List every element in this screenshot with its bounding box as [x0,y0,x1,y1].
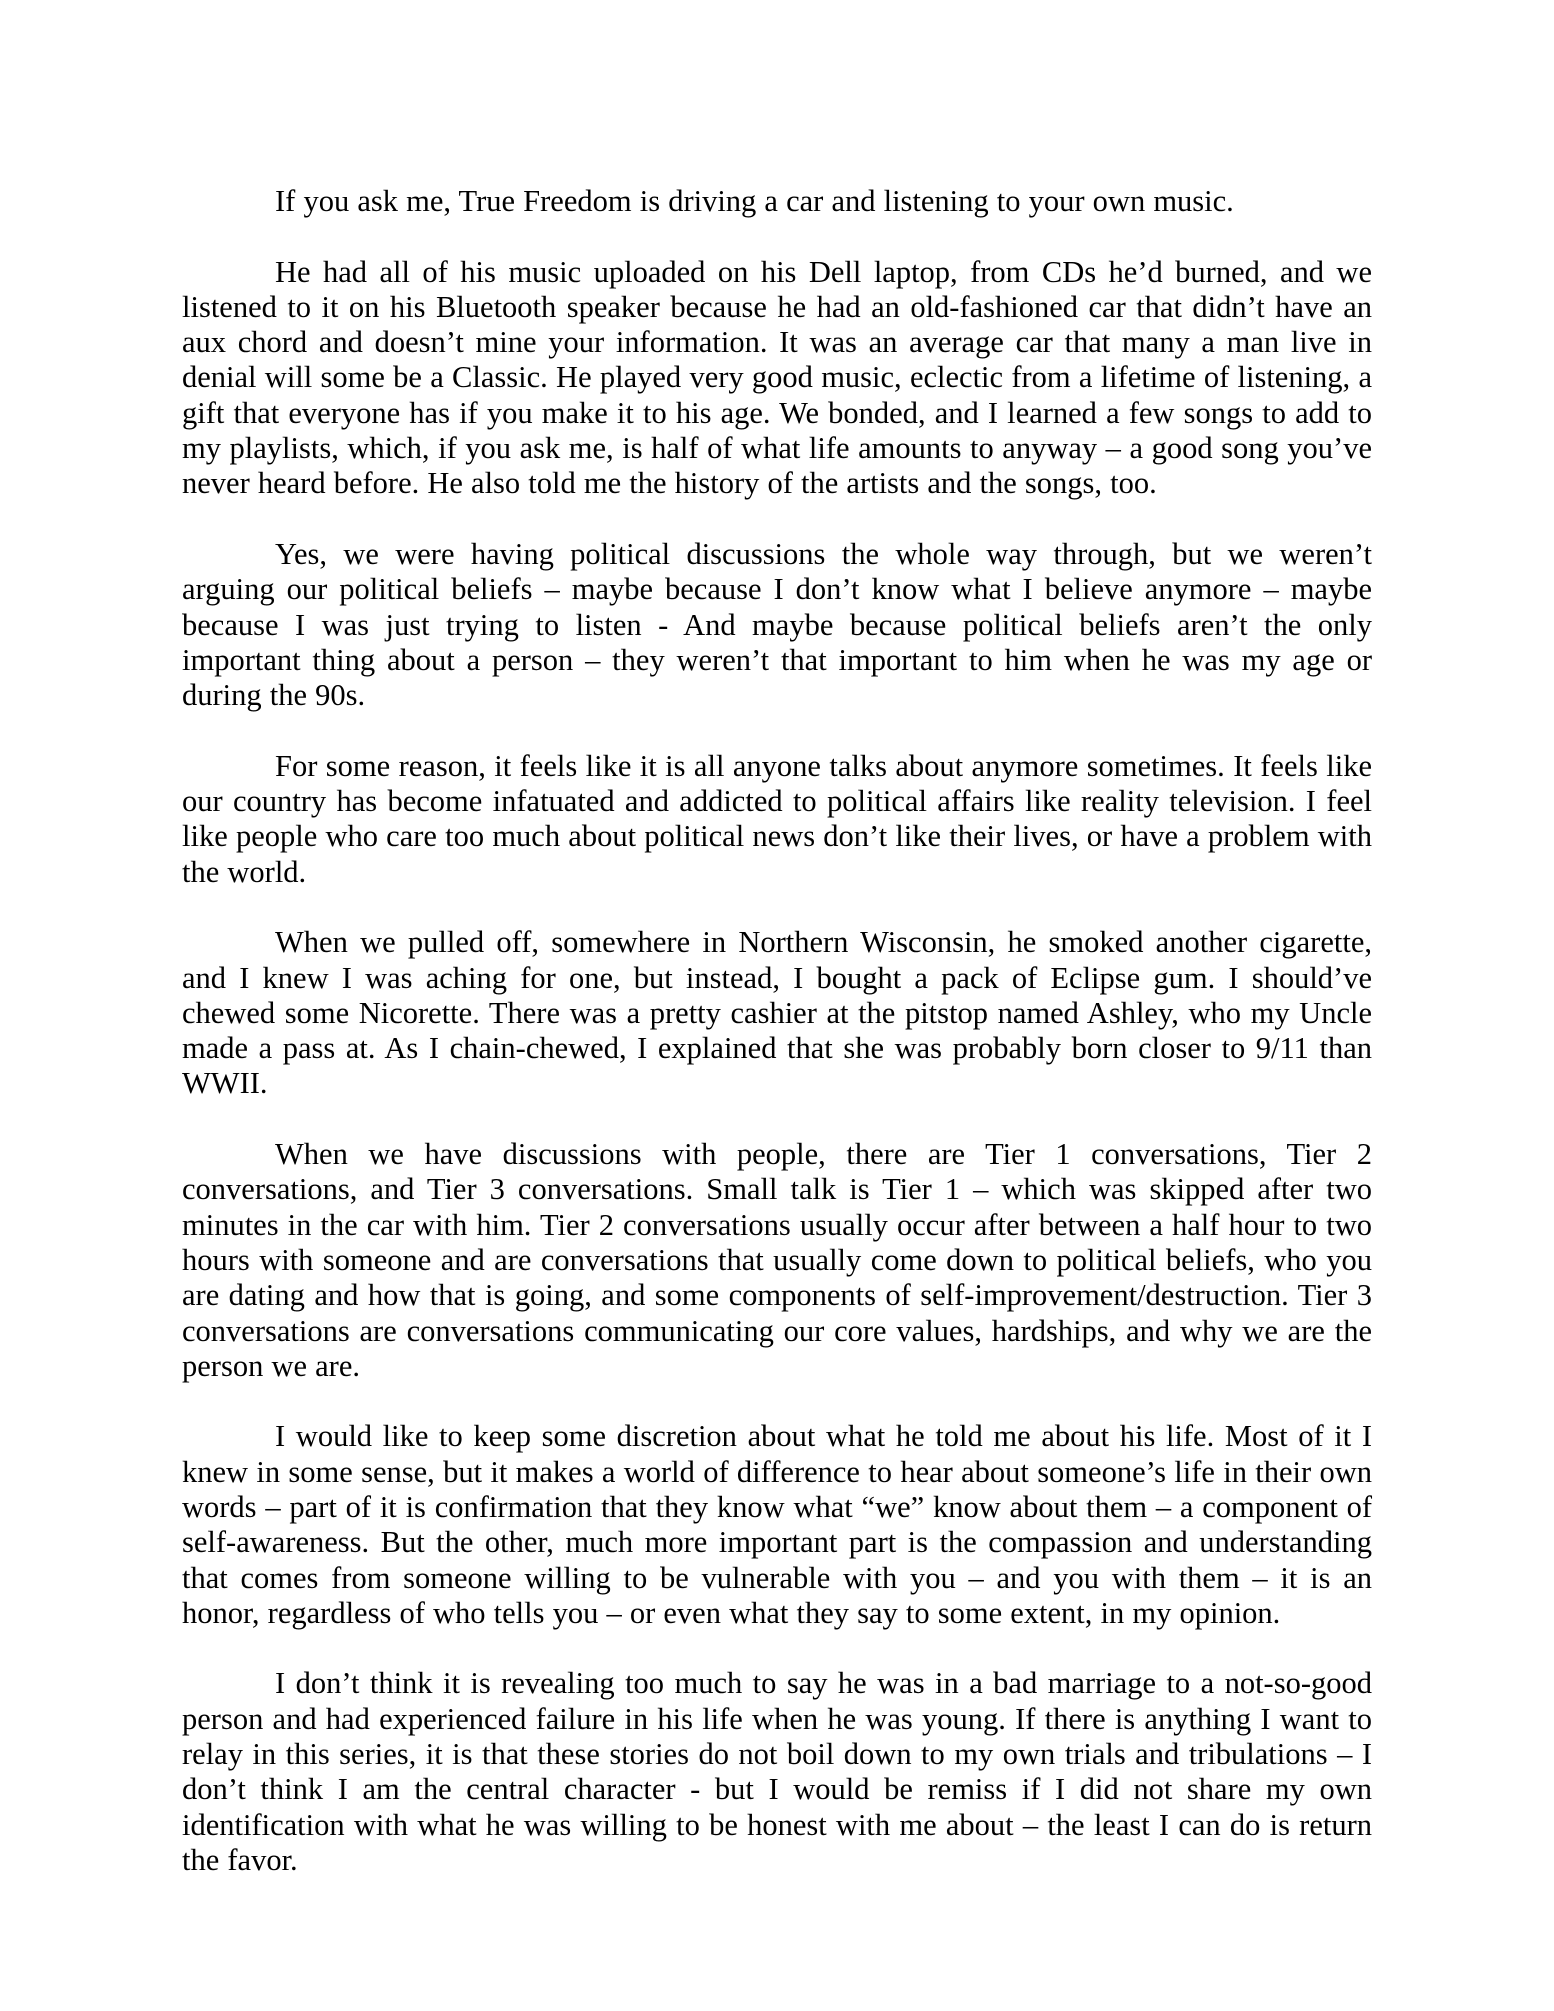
paragraph: For some reason, it feels like it is all anyone talks about anymore sometimes. It feels like our country has become infatuated and addicted to political affairs like reality television. I feel like people who care too much about political news don’t like their lives, or have a problem with the world. [182,748,1372,889]
paragraph: When we pulled off, somewhere in Northern Wisconsin, he smoked another cigarette, and I knew I was aching for one, but instead, I bought a pack of Eclipse gum. I should’ve chewed some Nicorette. There was a pretty cashier at the pitstop named Ashley, who my Uncle made a pass at. As I chain-chewed, I explained that she was probably born closer to 9/11 than WWII. [182,925,1372,1101]
paragraph: When we have discussions with people, there are Tier 1 conversations, Tier 2 conversations, and Tier 3 conversations. Small talk is Tier 1 – which was skipped after two minutes in the car with him. Tier 2 conversations usually occur after between a half hour to two hours with someone and are conversations that usually come down to political beliefs, who you are dating and how that is going, and some components of self-improvement/destruction. Tier 3 conversations are conversations communicating our core values, hardships, and why we are the person we are. [182,1137,1372,1383]
paragraph: I would like to keep some discretion about what he told me about his life. Most of it I knew in some sense, but it makes a world of difference to hear about someone’s life in their own words – part of it is confirmation that they know what “we” know about them – a component of self-awareness. But the other, much more important part is the compassion and understanding that comes from someone willing to be vulnerable with you – and you with them – it is an honor, regardless of who tells you – or even what they say to some extent, in my opinion. [182,1419,1372,1630]
paragraph: Yes, we were having political discussions the whole way through, but we weren’t arguing our political beliefs – maybe because I don’t know what I believe anymore – maybe because I was just trying to listen - And maybe because political beliefs aren’t the only important thing about a person – they weren’t that important to him when he was my age or during the 90s. [182,536,1372,713]
paragraph: He had all of his music uploaded on his Dell laptop, from CDs he’d burned, and we listened to it on his Bluetooth speaker because he had an old-fashioned car that didn’t have an aux chord and doesn’t mine your information. It was an average car that many a man live in denial will some be a Classic. He played very good music, eclectic from a lifetime of listening, a gift that everyone has if you make it to his age. We bonded, and I learned a few songs to add to my playlists, which, if you ask me, is half of what life amounts to anyway – a good song you’ve never heard before. He also told me the history of the artists and the songs, too. [182,254,1372,501]
paragraph: If you ask me, True Freedom is driving a car and listening to your own music. [275,184,1234,218]
paragraph: I don’t think it is revealing too much to say he was in a bad marriage to a not-so-good person and had experienced failure in his life when he was young. If there is anything I want to relay in this series, it is that these stories do not boil down to my own trials and tribulations – I don’t think I am the central character - but I would be remiss if I did not share my own identification with what he was willing to be honest with me about – the least I can do is return the favor. [182,1666,1372,1877]
document-body [182,184,1372,1878]
